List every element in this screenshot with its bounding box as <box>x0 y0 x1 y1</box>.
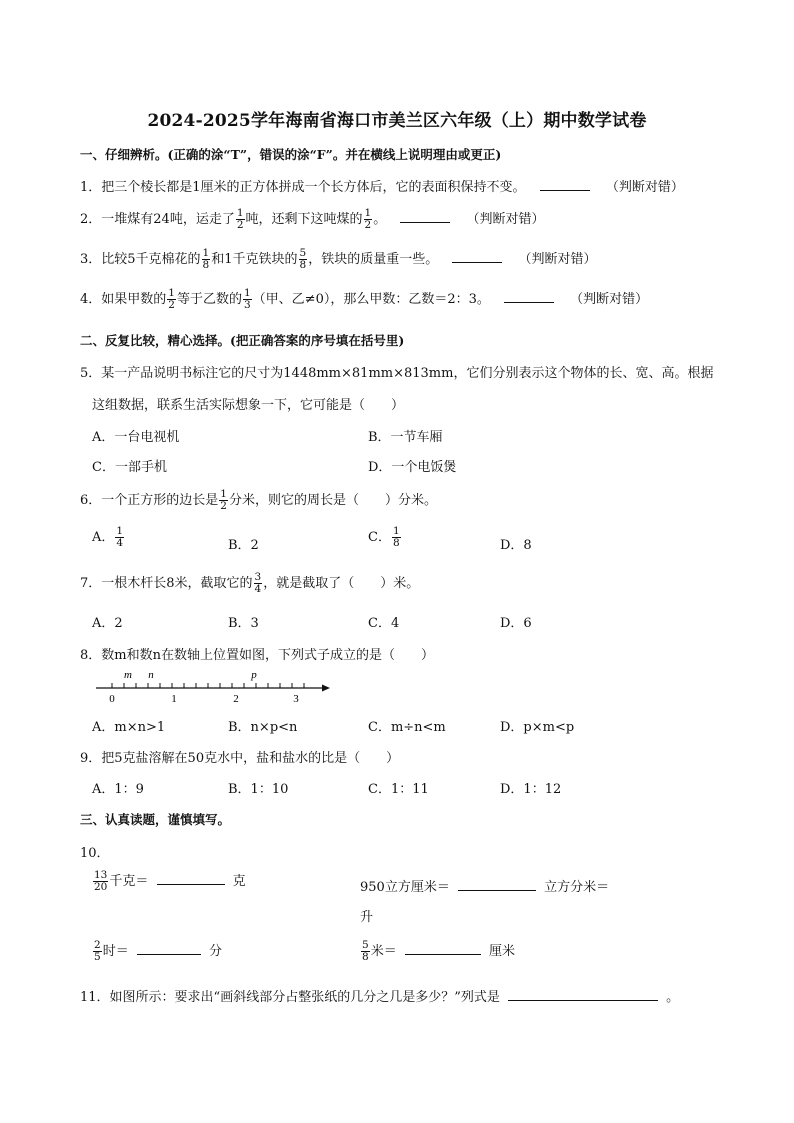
option-8-d[interactable]: D．p×m<p <box>500 720 575 735</box>
tick-label-3: 3 <box>293 693 299 705</box>
question-2-text-c: 。 <box>373 212 387 227</box>
question-3-text-b: 和1千克铁块的 <box>211 252 298 267</box>
fraction: $\frac{3}{4}$ <box>254 571 262 595</box>
answer-blank-10-2[interactable] <box>458 876 536 891</box>
option-5-d[interactable]: D．一个电饭煲 <box>368 460 457 475</box>
judge-suffix: （判断对错） <box>570 292 649 307</box>
number-line-ticks <box>112 683 304 688</box>
answer-blank-2[interactable] <box>400 208 450 223</box>
judge-suffix: （判断对错） <box>518 252 597 267</box>
question-5-line-1: 5．某一产品说明书标注它的尺寸为1448mm×81mm×813mm，它们分别表示这个物体的长、宽、高。根据 <box>80 366 714 381</box>
question-4-text-a: 4．如果甲数的 <box>80 292 167 307</box>
option-7-a[interactable]: A．2 <box>92 616 123 631</box>
option-7-d[interactable]: D．6 <box>500 616 532 631</box>
tick-label-1: 1 <box>171 693 177 705</box>
option-9-d[interactable]: D．1：12 <box>500 782 562 797</box>
section-1-heading: 一、仔细辨析。(正确的涂“T”，错误的涂“F”。并在横线上说明理由或更正) <box>80 147 502 162</box>
question-2-text-b: 吨，还剩下这吨煤的 <box>245 212 363 227</box>
question-4 <box>80 288 648 311</box>
fraction: $\frac{1}{2}$ <box>236 207 244 231</box>
option-9-c[interactable]: C．1：11 <box>368 782 429 797</box>
fraction: $\frac{2}{5}$ <box>94 939 101 963</box>
tick-label-0: 0 <box>109 693 115 705</box>
question-10-item-2: 950立方厘米＝ 立方分米＝ <box>360 876 609 895</box>
option-6-b[interactable]: B．2 <box>228 538 259 553</box>
label-m: m <box>124 669 132 681</box>
fraction: $\frac{5}{8}$ <box>362 939 369 963</box>
question-1 <box>80 176 684 195</box>
question-11: 11．如图所示：要求出“画斜线部分占整张纸的几分之几是多少？”列式是 。 <box>80 986 679 1005</box>
judge-suffix: （判断对错） <box>466 212 545 227</box>
question-10-item-3: $\frac{2}{5}$ 时＝ 分 <box>94 939 222 963</box>
fraction: $\frac{1}{4}$ <box>116 525 124 549</box>
section-2-heading: 二、反复比较，精心选择。(把正确答案的序号填在括号里) <box>80 333 405 348</box>
question-2 <box>80 208 545 231</box>
option-5-c[interactable]: C．一部手机 <box>92 460 167 475</box>
fraction: $\frac{1}{2}$ <box>220 488 227 512</box>
question-1-text: 1．把三个棱长都是1厘米的正方体拼成一个长方体后，它的表面积保持不变。 <box>80 180 526 195</box>
number-line-arrow-icon <box>322 685 330 692</box>
answer-blank-10-1[interactable] <box>157 870 225 885</box>
question-6-text-b: 分米，则它的周长是（ ）分米。 <box>228 493 437 508</box>
question-4-text-c: （甲、乙≠0），那么甲数：乙数＝2：3。 <box>252 292 490 307</box>
option-8-b[interactable]: B．n×p<n <box>228 720 298 735</box>
option-6-a[interactable]: A． $\frac{1}{4}$ <box>92 525 124 549</box>
page-title: 2024-2025学年海南省海口市美兰区六年级（上）期中数学试卷 <box>147 111 647 131</box>
option-7-c[interactable]: C．4 <box>368 616 400 631</box>
question-2-text-a: 2．一堆煤有24吨，运走了 <box>80 212 235 227</box>
question-11-text: 11．如图所示：要求出“画斜线部分占整张纸的几分之几是多少？”列式是 <box>80 990 500 1005</box>
answer-blank-1[interactable] <box>540 176 590 191</box>
option-6-c[interactable]: C． $\frac{1}{8}$ <box>368 525 400 549</box>
question-10-number: 10． <box>80 846 110 861</box>
option-9-a[interactable]: A．1：9 <box>92 782 144 797</box>
question-3 <box>80 248 597 271</box>
option-5-a[interactable]: A．一台电视机 <box>92 430 180 445</box>
section-3-heading: 三、认真读题，谨慎填写。 <box>80 812 231 827</box>
option-6-d[interactable]: D．8 <box>500 538 532 553</box>
answer-blank-10-3[interactable] <box>137 940 201 955</box>
question-4-text-b: 等于乙数的 <box>176 292 242 307</box>
fraction: $\frac{1}{8}$ <box>202 247 210 271</box>
fraction: $\frac{13}{20}$ <box>94 869 108 893</box>
question-10-item-4: $\frac{5}{8}$ 米＝ 厘米 <box>362 939 515 963</box>
question-3-text-c: ，铁块的质量重一些。 <box>308 252 439 267</box>
option-8-a[interactable]: A．m×n>1 <box>92 720 166 735</box>
fraction: $\frac{1}{2}$ <box>364 207 372 231</box>
question-10-item-2-unit: 升 <box>360 910 374 925</box>
answer-blank-3[interactable] <box>452 248 502 263</box>
option-7-b[interactable]: B．3 <box>228 616 259 631</box>
fraction: $\frac{1}{8}$ <box>392 525 400 549</box>
question-6-text-a: 6．一个正方形的边长是 <box>80 493 219 508</box>
option-9-b[interactable]: B．1：10 <box>228 782 289 797</box>
question-9-text: 9．把5克盐溶解在50克水中，盐和盐水的比是（ ） <box>80 751 400 766</box>
answer-blank-11[interactable] <box>508 986 658 1001</box>
option-8-c[interactable]: C．m÷n<m <box>368 720 446 735</box>
answer-blank-4[interactable] <box>504 288 554 303</box>
number-line-figure <box>94 664 334 706</box>
question-8-text: 8．数m和数n在数轴上位置如图，下列式子成立的是（ ） <box>80 648 434 663</box>
question-6 <box>80 489 437 512</box>
judge-suffix: （判断对错） <box>605 180 684 195</box>
option-5-b[interactable]: B．一节车厢 <box>368 430 443 445</box>
question-7-text-a: 7．一根木杆长8米，截取它的 <box>80 576 253 591</box>
question-3-text-a: 3．比较5千克棉花的 <box>80 252 201 267</box>
answer-blank-10-4[interactable] <box>405 940 481 955</box>
label-n: n <box>148 669 154 681</box>
label-p: p <box>251 669 257 681</box>
question-7 <box>80 572 419 595</box>
fraction: $\frac{1}{3}$ <box>243 287 251 311</box>
question-10-item-1: $\frac{13}{20}$ 千克＝ 克 <box>94 869 246 893</box>
question-7-text-b: ，就是截取了（ ）米。 <box>263 576 420 591</box>
fraction: $\frac{1}{2}$ <box>168 287 175 311</box>
fraction: $\frac{5}{8}$ <box>299 247 307 271</box>
question-5-line-2: 这组数据，联系生活实际想象一下，它可能是（ ） <box>92 398 405 413</box>
tick-label-2: 2 <box>233 693 239 705</box>
